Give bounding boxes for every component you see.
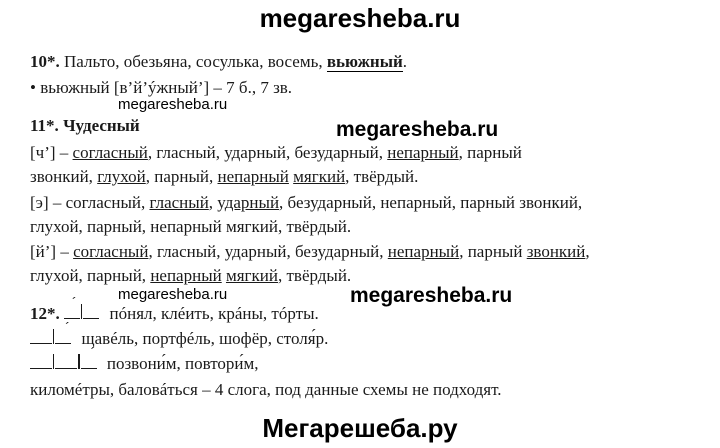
feature: непарный [387,242,460,261]
watermark-mid: megaresheba.ru [336,118,499,141]
sound-y: [й’] – [30,242,69,261]
syllable-divider [78,354,79,369]
text: глухой, парный, [30,266,151,285]
text: , гласный, ударный, безударный, [147,143,388,162]
text: , [585,242,590,261]
watermark-small: megaresheba.ru [118,96,228,113]
syllable-slot [81,344,97,369]
syllable-slot [30,329,52,344]
syllable-slot [55,319,71,344]
ex11-ch-line1 [30,143,522,163]
text: согласный, [61,193,150,212]
watermark-top: megaresheba.ru [259,3,461,33]
syllable-divider [53,354,54,369]
ex10-end: . [402,52,408,71]
syllable-scheme [30,319,71,349]
sound-ch: [ч’] – [30,143,69,162]
syllable-divider [81,304,82,319]
feature: глухой [97,167,146,186]
ex11-y-line2 [30,266,351,286]
watermark-mid: megaresheba.ru [350,284,513,307]
feature: ударный [217,193,280,212]
watermark-small: megaresheba.ru [118,286,228,303]
ex12-words-1: пóнял, клéить, крáны, тóрты. [109,304,319,323]
accent-mark: ´ [65,319,70,335]
feature: мягкий [225,266,278,285]
text: , парный, [145,167,218,186]
text: , парный [459,242,527,261]
text: , твёрдый. [345,167,419,186]
syllable-slot [83,304,99,319]
text: , [208,193,218,212]
ex10-line [30,52,407,72]
feature: согласный [72,143,148,162]
syllable-scheme [30,344,97,374]
ex12-words-2: щавéль, портфéль, шофёр, столя́р. [81,329,329,348]
text: , безударный, непарный, парный звонкий, [279,193,583,212]
sound-e: [э] – [30,193,62,212]
feature: гласный [149,193,209,212]
text: , гласный, ударный, безударный, [148,242,388,261]
ex10-bold-word: вьюжный [326,52,403,71]
syllable-slot [30,354,52,369]
ex12-number: 12*. [30,304,60,323]
ex12-line3 [30,344,259,374]
watermark-bottom: Мегарешеба.ру [262,413,458,443]
feature: непарный [150,266,222,285]
ex11-e-line1 [30,193,582,213]
text: , твёрдый. [277,266,352,285]
ex12-line4: киломéтры, баловáться – 4 слога, под данные схемы не подходят. [30,380,502,399]
syllable-divider [53,329,54,344]
ex11-number: 11*. [30,116,59,135]
ex12-words-3: позвони́м, повтори́м, [106,354,259,373]
ex11-ch-line2 [30,167,418,187]
ex10-analysis: • вьюжный [в’й’ýжный’] – 7 б., 7 зв. [30,78,293,97]
ex12-line2 [30,319,329,349]
feature: согласный [73,242,149,261]
ex10-words: Пальто, обезьяна, сосулька, восемь, [64,52,323,71]
accent-mark: ´ [72,294,77,310]
feature: мягкий [293,167,346,186]
syllable-slot [55,354,77,369]
text: звонкий, [30,167,98,186]
accent-mark: ´ [90,344,96,360]
ex11-word-rest: десный [82,116,140,135]
ex11-title [30,116,140,136]
feature: звонкий [526,242,586,261]
ex10-number: 10*. [30,52,60,71]
feature: непарный [217,167,289,186]
ex11-y-line1 [30,242,590,262]
feature: непарный [387,143,459,162]
ex11-e-line2: глухой, парный, непарный мягкий, твёрдый. [30,217,352,236]
text: , парный [458,143,522,162]
ex11-word-bold: Чу [63,116,83,135]
